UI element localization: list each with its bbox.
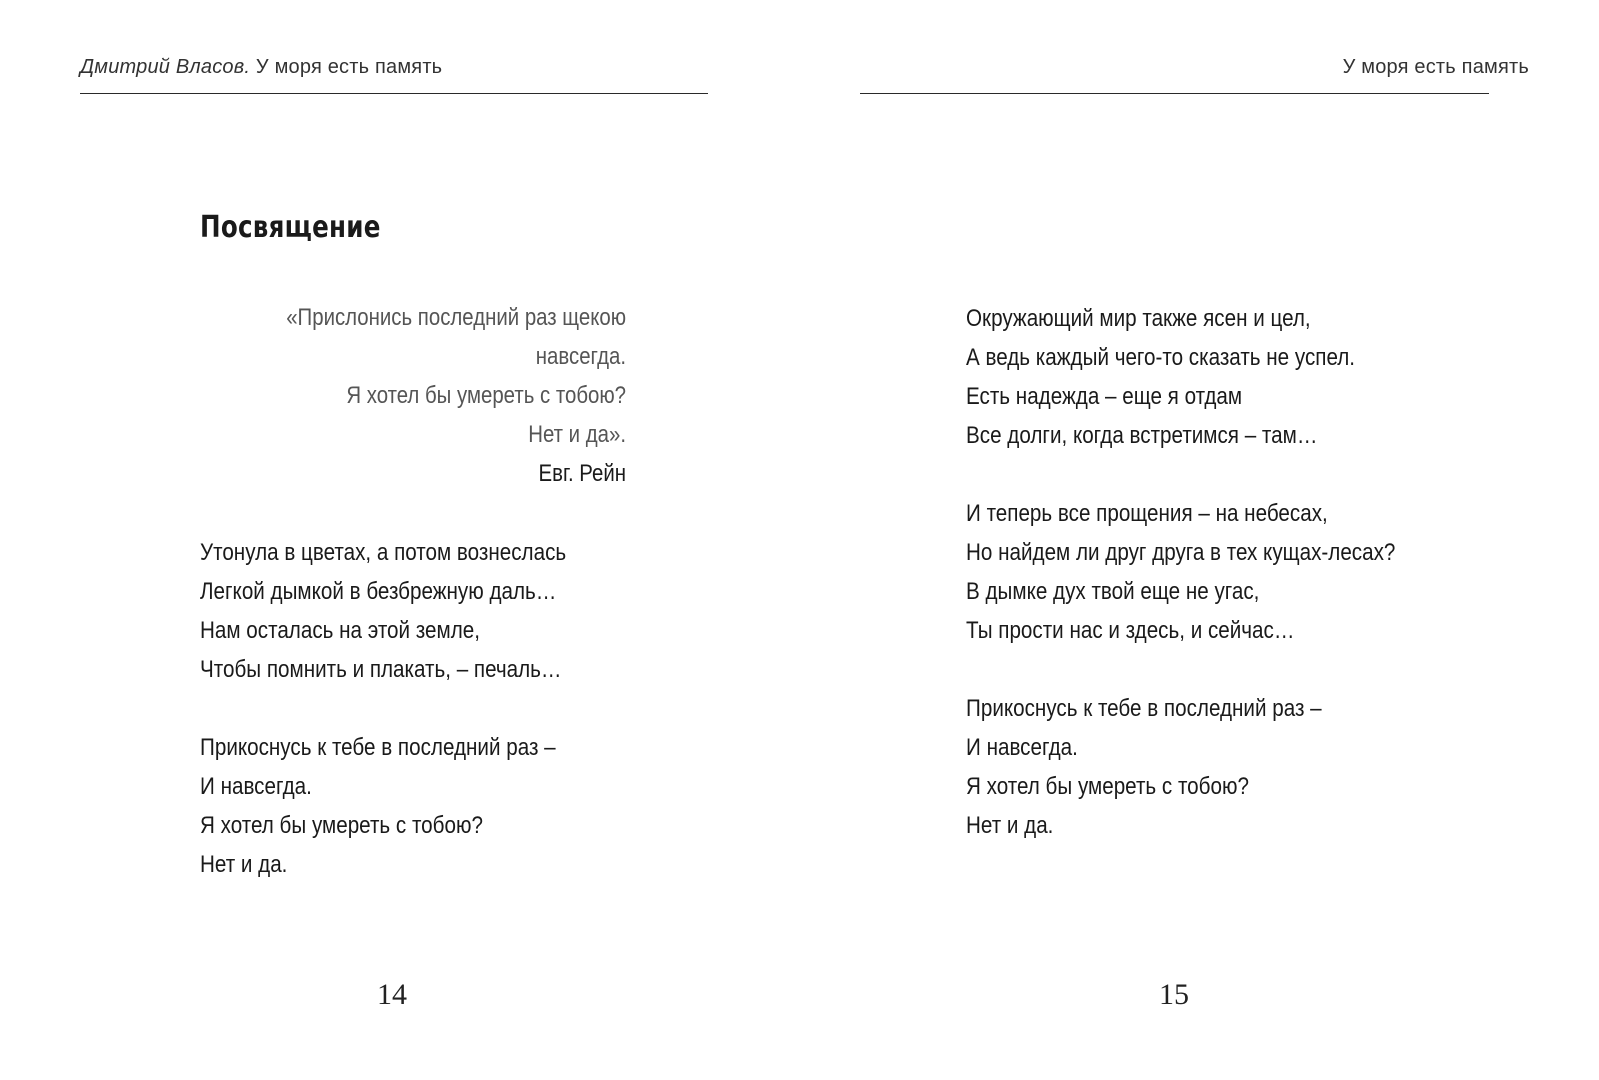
stanza [966,689,1465,845]
right-page [860,0,1599,1080]
epigraph-line: навсегда. [535,343,626,370]
page-number-left: 14 [377,978,407,1011]
epigraph [200,298,626,493]
poem-line: Все долги, когда встретимся – там… [966,422,1318,449]
epigraph-line: «Прислонись последний раз щекою [286,304,626,331]
poem-line: Прикоснусь к тебе в последний раз – [200,734,556,761]
section-title: Посвящение [200,210,381,245]
running-head-right [1343,56,1529,79]
running-head-title: У моря есть память [255,56,443,78]
poem-line: Есть надежда – еще я отдам [966,383,1243,410]
poem-line: Ты прости нас и здесь, и сейчас… [966,617,1295,644]
poem-right [966,299,1465,884]
poem-line: В дымке дух твой еще не угас, [966,578,1260,605]
poem-line: Прикоснусь к тебе в последний раз – [966,695,1322,722]
stanza [200,533,626,689]
running-head-title: У моря есть память [1342,56,1529,78]
poem-line: И навсегда. [200,773,312,800]
epigraph-line: Я хотел бы умереть с тобою? [346,382,626,409]
epigraph-source: Евг. Рейн [538,460,626,487]
stanza [200,728,626,884]
stanza [966,299,1465,455]
epigraph-line: Нет и да». [528,421,626,448]
page-number-right: 15 [1159,978,1189,1011]
poem-line: Окружающий мир также ясен и цел, [966,305,1311,332]
poem-left [200,533,626,923]
poem-line: Нет и да. [200,851,288,878]
header-rule-right [860,93,1489,94]
running-head-author: Дмитрий Власов. [80,56,251,78]
poem-line: Я хотел бы умереть с тобою? [966,773,1249,800]
poem-line: Чтобы помнить и плакать, – печаль… [200,656,562,683]
poem-line: Утонула в цветах, а потом вознеслась [200,539,567,566]
header-rule-left [80,93,708,94]
poem-line: Нам осталась на этой земле, [200,617,480,644]
poem-line: Я хотел бы умереть с тобою? [200,812,483,839]
poem-line: А ведь каждый чего-то сказать не успел. [966,344,1356,371]
stanza [966,494,1465,650]
left-page [0,0,760,1080]
poem-line: И навсегда. [966,734,1078,761]
poem-line: И теперь все прощения – на небесах, [966,500,1328,527]
poem-line: Легкой дымкой в безбрежную даль… [200,578,557,605]
poem-line: Нет и да. [966,812,1054,839]
running-head-left [80,56,442,79]
poem-line: Но найдем ли друг друга в тех кущах-лесах? [966,539,1396,566]
